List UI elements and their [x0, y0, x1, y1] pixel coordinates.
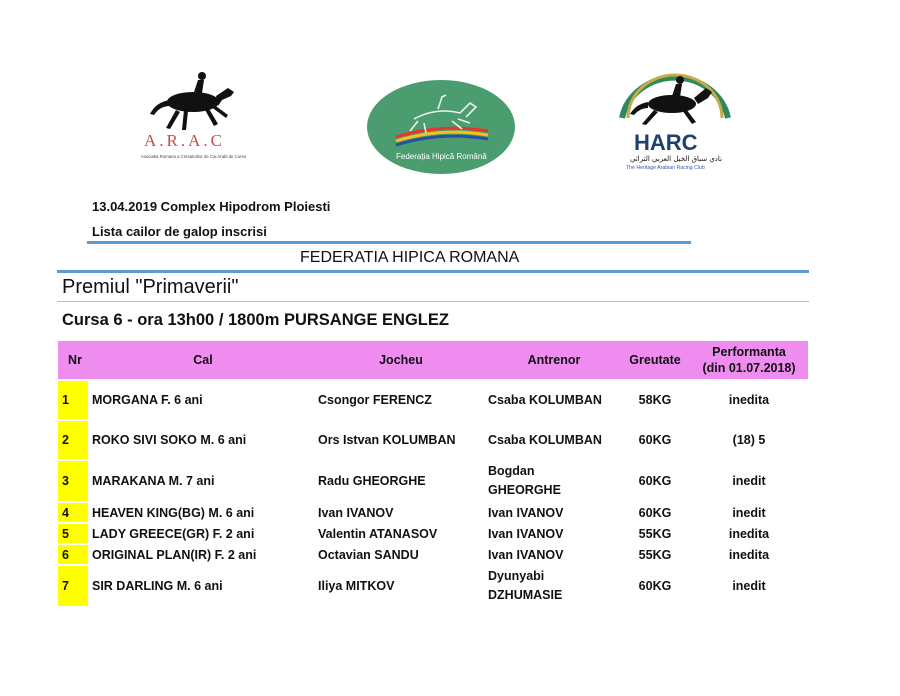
cell-nr: 7 [58, 566, 88, 606]
cell-performanta: inedita [728, 547, 770, 562]
col-header-greutate: Greutate [620, 341, 686, 379]
cell-greutate: 55KG [638, 547, 672, 562]
cell-greutate: 55KG [638, 526, 672, 541]
cell-jocheu: Ivan IVANOV [318, 505, 394, 520]
cell-antrenor [484, 461, 620, 501]
col-header-antrenor: Antrenor [484, 341, 620, 379]
cell-nr: 3 [58, 461, 88, 501]
cell-jocheu: Iliya MITKOV [318, 579, 395, 593]
cell-antrenor-last: DZHUMASIE [488, 588, 563, 602]
cell-antrenor-first: Dyunyabi [488, 569, 545, 584]
cell-jocheu: Ors Istvan KOLUMBAN [318, 433, 456, 447]
col-header-performanta-title: Performanta [712, 344, 786, 359]
cell-nr: 4 [58, 503, 88, 522]
cell-jocheu: Radu GHEORGHE [318, 474, 426, 488]
cell-performanta: inedita [728, 393, 770, 407]
cell-antrenor: Ivan IVANOV [488, 547, 564, 562]
divider [57, 301, 809, 302]
col-header-cal: Cal [88, 341, 314, 379]
cell-nr: 1 [58, 381, 88, 419]
table-row [58, 381, 808, 419]
table-row [58, 503, 808, 522]
cell-antrenor-last: GHEORGHE [488, 483, 561, 497]
table-row [58, 421, 808, 459]
cell-greutate: 60KG [638, 474, 672, 488]
divider [57, 270, 809, 273]
cell-cal: ORIGINAL PLAN(IR) F. 2 ani [92, 547, 257, 562]
cell-greutate: 60KG [638, 505, 672, 520]
cell-antrenor: Ivan IVANOV [488, 505, 564, 520]
cell-jocheu: Csongor FERENCZ [318, 393, 432, 407]
cell-antrenor [484, 566, 620, 606]
cell-cal: HEAVEN KING(BG) M. 6 ani [92, 505, 255, 520]
cell-performanta: (18) 5 [732, 433, 766, 447]
fhr-logo-text: Federația Hipică Română [396, 152, 487, 161]
cell-antrenor: Ivan IVANOV [488, 526, 564, 541]
cell-performanta: inedita [728, 526, 770, 541]
col-header-performanta [686, 341, 808, 379]
harc-logo-subtitle: The Heritage Arabian Racing Club [626, 165, 705, 171]
cell-antrenor-first: Bogdan [488, 464, 535, 479]
cell-jocheu: Valentin ATANASOV [318, 526, 438, 541]
cell-antrenor: Csaba KOLUMBAN [488, 433, 602, 447]
cell-nr: 5 [58, 524, 88, 543]
runners-table [58, 339, 808, 608]
fhr-logo [366, 79, 516, 175]
cell-performanta: inedit [732, 505, 766, 520]
cell-greutate: 60KG [638, 579, 672, 593]
cell-nr: 6 [58, 545, 88, 564]
arac-logo [138, 66, 258, 166]
arac-logo-subtitle: Asociatia Romana a Cresatorilor de Cai Arabi de Curse [141, 154, 247, 159]
race-title: Cursa 6 - ora 13h00 / 1800m PURSANGE ENGLEZ [62, 311, 449, 329]
harc-logo [612, 64, 738, 172]
list-title: Lista cailor de galop inscrisi [92, 224, 267, 239]
table-row [58, 566, 808, 606]
cell-antrenor: Csaba KOLUMBAN [488, 393, 602, 407]
table-row [58, 545, 808, 564]
cell-jocheu: Octavian SANDU [318, 547, 419, 562]
col-header-jocheu: Jocheu [314, 341, 484, 379]
cell-greutate: 60KG [638, 433, 672, 447]
cell-cal: MARAKANA M. 7 ani [92, 474, 215, 488]
cell-performanta: inedit [732, 579, 766, 593]
col-header-nr: Nr [58, 341, 88, 379]
prize-title: Premiul "Primaverii" [62, 276, 239, 298]
cell-performanta: inedit [732, 474, 766, 488]
table-row [58, 524, 808, 543]
divider [87, 241, 691, 244]
cell-nr: 2 [58, 421, 88, 459]
cell-cal: MORGANA F. 6 ani [92, 393, 203, 407]
cell-cal: ROKO SIVI SOKO M. 6 ani [92, 433, 247, 447]
harc-logo-arabic: نادي سباق الخيل العربي التراثي [630, 155, 723, 163]
col-header-performanta-period: (din 01.07.2018) [702, 361, 796, 375]
date-venue: 13.04.2019 Complex Hipodrom Ploiesti [92, 199, 331, 214]
table-row [58, 461, 808, 501]
federation-title: FEDERATIA HIPICA ROMANA [300, 249, 520, 266]
harc-logo-text: HARC [634, 130, 698, 155]
arac-logo-text: A.R.A.C [144, 131, 225, 150]
cell-cal: SIR DARLING M. 6 ani [92, 579, 223, 593]
cell-greutate: 58KG [638, 393, 672, 407]
cell-cal: LADY GREECE(GR) F. 2 ani [92, 526, 255, 541]
table-header-row [58, 341, 808, 379]
